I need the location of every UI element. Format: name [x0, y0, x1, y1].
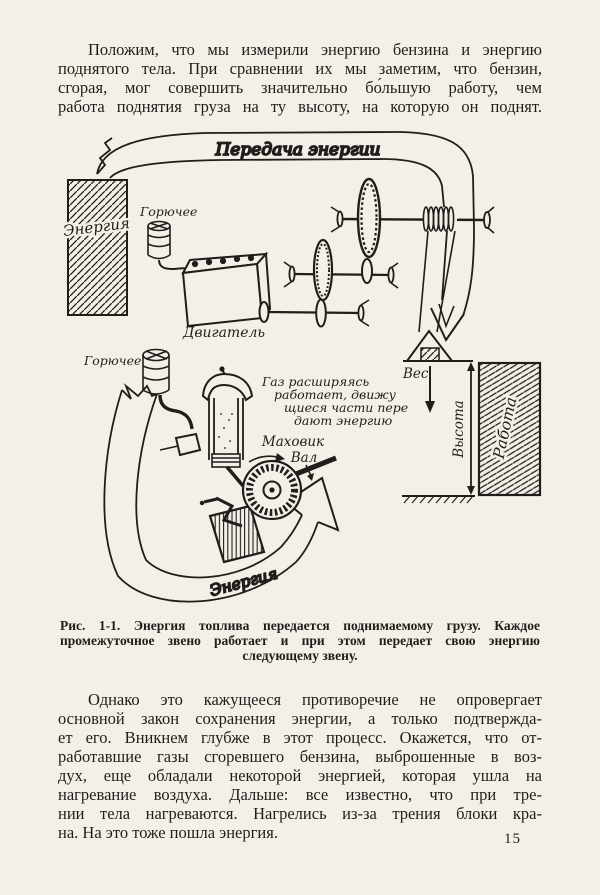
gas-note-line: работает, движу	[274, 387, 396, 402]
engine-label: Двигатель	[182, 325, 266, 341]
text-line: дух, еще обладали некоторой энергией, которая ушла на	[58, 766, 542, 785]
flywheel-label: Маховик	[261, 434, 325, 450]
gas-note	[261, 374, 408, 428]
text-line: основной закон сохранения энергии, а только подтвержда-	[58, 709, 542, 728]
engine-box	[182, 254, 270, 341]
caption-line: промежуточное звено работает и при этом передает свою энергию	[60, 633, 540, 648]
gas-note-line: дают энергию	[294, 413, 393, 428]
energy-source-label: Энергия	[62, 214, 131, 241]
text-line: поднятого тела. При сравнении их мы заметим, что бензин,	[58, 59, 542, 78]
flywheel	[243, 434, 336, 519]
gear-train	[268, 179, 494, 327]
shaft-label: Вал	[290, 450, 318, 466]
text-line: нии тела нагреваются. Нагрелись из-за трения блоки кра-	[58, 804, 542, 823]
work-label: Работа	[489, 395, 521, 461]
figure-illustration	[0, 128, 600, 614]
text-line: работавшие газы сгоревшего бензина, выброшенные в воз-	[58, 747, 542, 766]
page-number: 15	[504, 831, 521, 847]
text-line: работа поднятия груза на ту высоту, на которую он поднят.	[58, 97, 542, 116]
height-label: Высота	[451, 400, 467, 458]
caption-line: Рис. 1-1. Энергия топлива передается поднимаемому грузу. Каждое	[60, 618, 540, 633]
work-block	[479, 363, 540, 495]
fuel-top-label: Горючее	[140, 204, 198, 219]
text-line: нагревание воздуха. Дальше: все известно, что при тре-	[58, 785, 542, 804]
top-paragraph	[58, 40, 542, 116]
fuel-mid-label: Горючее	[84, 353, 142, 368]
engine-cutaway	[200, 366, 264, 562]
transfer-label: Передача энергии	[215, 140, 381, 160]
energy-source-block	[62, 180, 131, 315]
weight-label: Вес	[403, 366, 429, 382]
gas-note-line: Газ расширяясь	[262, 374, 370, 389]
fuel-barrel-top	[139, 204, 197, 269]
ground	[402, 496, 475, 503]
text-line: сгорая, мог совершить значительно бо́льшую работу, чем	[58, 78, 542, 97]
text-line: на. На это тоже пошла энергия.	[58, 823, 278, 842]
figure-caption	[60, 618, 540, 663]
bottom-paragraph	[58, 690, 542, 842]
transfer-band-arrow	[97, 132, 474, 340]
energy-out-label: Энергия	[207, 564, 280, 600]
fuel-barrel-mid	[83, 350, 200, 456]
text-line: ет его. Вникнем глубже в этот процесс. Окажется, что от-	[58, 728, 542, 747]
caption-line: следующему звену.	[242, 648, 358, 663]
text-line: Положим, что мы измерили энергию бензина и энергию	[88, 40, 542, 59]
text-line: Однако это кажущееся противоречие не опровергает	[88, 690, 542, 709]
gas-note-line: щиеся части пере	[284, 400, 409, 415]
height-dimension	[451, 362, 475, 495]
